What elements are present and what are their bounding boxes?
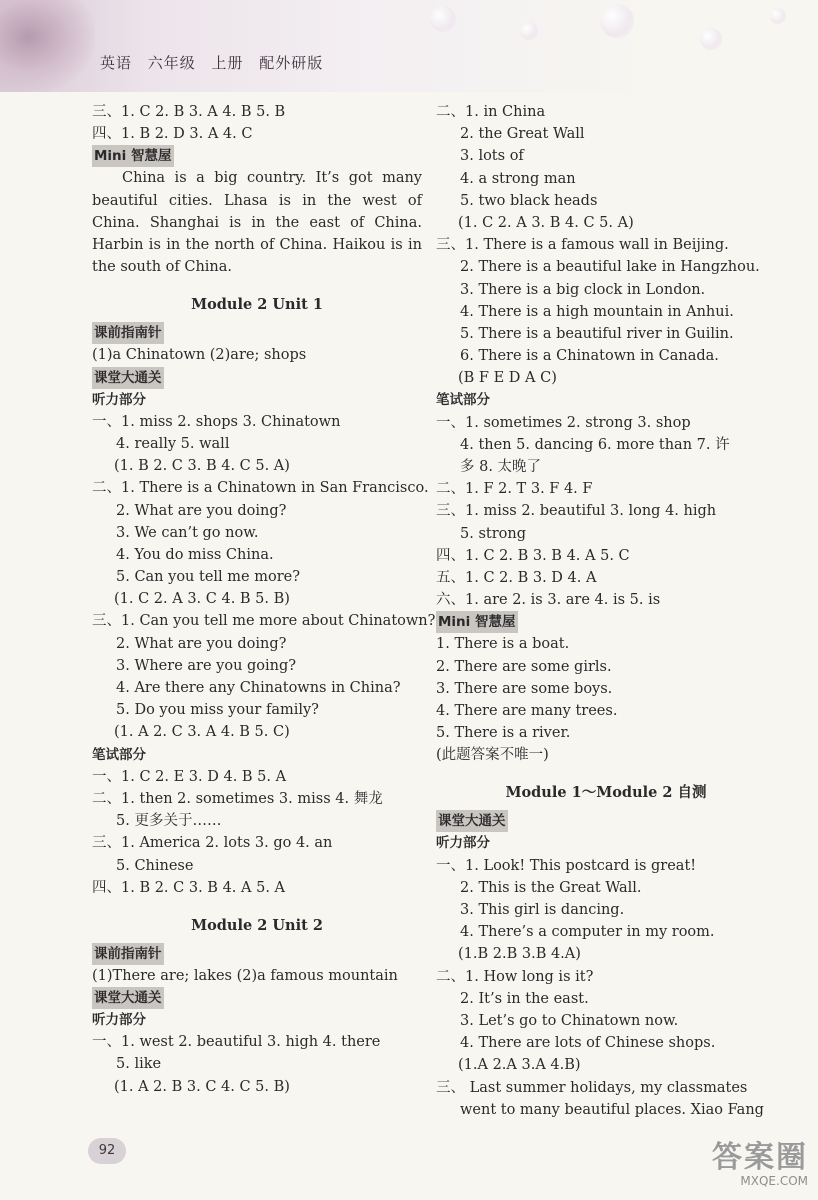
answer-line: 四、1. B 2. C 3. B 4. A 5. A xyxy=(92,879,286,896)
written-label: 笔试部分 xyxy=(92,746,146,763)
answer-line: 二、1. How long is it? xyxy=(436,968,594,985)
answer-line: (1. A 2. B 3. C 4. C 5. B) xyxy=(114,1078,290,1095)
answer-line: (1)a Chinatown (2)are; shops xyxy=(92,347,307,364)
mini-heading: Mini 智慧屋 xyxy=(92,145,174,167)
listening-label: 听力部分 xyxy=(436,835,490,852)
decor-bubble xyxy=(700,28,722,50)
answer-line: 4. You do miss China. xyxy=(116,546,274,563)
answer-line: 四、1. B 2. D 3. A 4. C xyxy=(92,126,253,143)
answer-line: 4. Are there any Chinatowns in China? xyxy=(116,680,401,697)
answer-line: 5. Can you tell me more? xyxy=(116,569,300,586)
module-title: Module 1～Module 2 自测 xyxy=(505,784,707,802)
written-answers xyxy=(436,412,776,612)
answer-line: went to many beautiful places. Xiao Fang xyxy=(460,1101,764,1118)
section-heading-kqzn: 课前指南针 xyxy=(92,943,164,965)
answer-line: (1. A 2. C 3. A 4. B 5. C) xyxy=(114,724,290,741)
answer-line: (1)There are; lakes (2)a famous mountain xyxy=(92,967,398,984)
decor-bubble xyxy=(520,22,538,40)
answer-line: 二、1. F 2. T 3. F 4. F xyxy=(436,481,593,498)
page-number: 92 xyxy=(88,1138,126,1164)
module-title: Module 2 Unit 1 xyxy=(191,296,323,314)
answer-line: 三、1. America 2. lots 3. go 4. an xyxy=(92,835,333,852)
answer-line: 5. 更多关于…… xyxy=(116,813,222,830)
answer-line: (1.A 2.A 3.A 4.B) xyxy=(458,1057,581,1074)
answer-line: 4. There are many trees. xyxy=(436,702,618,719)
answer-line: 二、1. in China xyxy=(436,104,546,120)
answer-line: 三、1. miss 2. beautiful 3. long 4. high xyxy=(436,503,717,520)
answer-line: 3. There is a big clock in London. xyxy=(460,281,706,298)
decor-bubble xyxy=(770,8,786,24)
answer-block-top xyxy=(92,101,422,145)
answer-line: 4. then 5. dancing 6. more than 7. 许 xyxy=(460,436,730,453)
header-band xyxy=(0,0,818,92)
answer-line: 2. the Great Wall xyxy=(460,126,585,143)
answer-line: 一、1. Look! This postcard is great! xyxy=(436,857,697,874)
answer-line: 5. Chinese xyxy=(116,857,194,874)
page-header-title: 英语 六年级 上册 配外研版 xyxy=(100,54,324,72)
answer-line: (1. C 2. A 3. B 4. C 5. A) xyxy=(458,214,634,231)
answer-line: 三、1. There is a famous wall in Beijing. xyxy=(436,237,729,254)
section-heading-kqzn: 课前指南针 xyxy=(92,322,164,344)
answer-line: 5. two black heads xyxy=(460,192,598,209)
answer-line: 4. There are lots of Chinese shops. xyxy=(460,1035,716,1052)
answer-line: 多 8. 太晚了 xyxy=(460,459,542,475)
answer-line: (1.B 2.B 3.B 4.A) xyxy=(458,946,581,963)
answer-line: 4. There is a high mountain in Anhui. xyxy=(460,303,734,320)
answer-line: 一、1. miss 2. shops 3. Chinatown xyxy=(92,413,341,430)
listening-answers xyxy=(436,855,776,1121)
answer-line: 3. We can’t go now. xyxy=(116,524,259,541)
right-column xyxy=(436,101,776,1121)
section-heading-ktdtg: 课堂大通关 xyxy=(92,987,164,1009)
answer-line: 2. It’s in the east. xyxy=(460,990,589,1007)
mini-heading: Mini 智慧屋 xyxy=(436,611,518,633)
mini-paragraph: China is a big country. It’s got many beautiful cities. Lhasa is in the west of China. Shanghai is in the east of China. Harbin is in the north of China. Haikou is in the south of China. xyxy=(92,170,422,276)
answer-line: 3. Let’s go to Chinatown now. xyxy=(460,1012,679,1029)
answer-line: 五、1. C 2. B 3. D 4. A xyxy=(436,569,597,586)
answer-line: (1. B 2. C 3. B 4. C 5. A) xyxy=(114,458,290,475)
left-column xyxy=(92,101,436,1098)
decor-bubble xyxy=(430,6,456,32)
answer-line: 一、1. west 2. beautiful 3. high 4. there xyxy=(92,1034,381,1051)
answer-line: 3. lots of xyxy=(460,148,524,165)
listening-label: 听力部分 xyxy=(92,391,146,408)
watermark-site: MXQE.COM xyxy=(740,1174,808,1188)
listening-answers xyxy=(92,411,436,744)
answer-line: 5. strong xyxy=(460,525,526,542)
answer-line: 6. There is a Chinatown in Canada. xyxy=(460,348,719,365)
section-heading-ktdtg: 课堂大通关 xyxy=(436,810,508,832)
answer-line: 3. Where are you going? xyxy=(116,657,297,674)
answer-line: 2. There is a beautiful lake in Hangzhou. xyxy=(460,259,760,276)
written-label: 笔试部分 xyxy=(436,392,490,409)
answer-line: 4. There’s a computer in my room. xyxy=(460,924,715,941)
decor-bubble xyxy=(600,4,634,38)
answer-line: 5. like xyxy=(116,1056,162,1073)
listening-answers xyxy=(92,1031,422,1098)
answer-line: 六、1. are 2. is 3. are 4. is 5. is xyxy=(436,592,661,609)
answer-line: 2. There are some girls. xyxy=(436,658,612,675)
watermark-logo-text: 答案圈 xyxy=(712,1140,808,1175)
answer-line: (此题答案不唯一) xyxy=(436,747,549,764)
written-answers xyxy=(92,766,422,899)
answer-line: 一、1. sometimes 2. strong 3. shop xyxy=(436,414,691,431)
answer-line: (B F E D A C) xyxy=(458,370,557,387)
answer-line: 3. This girl is dancing. xyxy=(460,902,625,918)
answer-line: 2. What are you doing? xyxy=(116,635,287,652)
answer-line: 2. What are you doing? xyxy=(116,502,287,519)
listening-answers xyxy=(436,101,776,389)
watermark-logo xyxy=(690,1142,808,1190)
answer-line: 3. There are some boys. xyxy=(436,680,613,697)
answer-line: (1. C 2. A 3. C 4. B 5. B) xyxy=(114,591,290,608)
section-heading-ktdtg: 课堂大通关 xyxy=(92,367,164,389)
listening-label: 听力部分 xyxy=(92,1012,146,1029)
header-flower-decoration xyxy=(0,0,95,92)
answer-line: 二、1. then 2. sometimes 3. miss 4. 舞龙 xyxy=(92,790,383,807)
answer-line: 5. Do you miss your family? xyxy=(116,702,319,719)
answer-line: 三、1. Can you tell me more about Chinatown? xyxy=(92,613,436,630)
module-title: Module 2 Unit 2 xyxy=(191,916,323,934)
answer-line: 4. a strong man xyxy=(460,170,576,187)
answer-line: 四、1. C 2. B 3. B 4. A 5. C xyxy=(436,547,630,564)
answer-line: 二、1. There is a Chinatown in San Francisco. xyxy=(92,480,429,497)
answer-line: 1. There is a boat. xyxy=(436,636,570,653)
answer-line: 一、1. C 2. E 3. D 4. B 5. A xyxy=(92,768,287,785)
answer-line: 4. really 5. wall xyxy=(116,435,230,452)
answer-line: 三、1. C 2. B 3. A 4. B 5. B xyxy=(92,104,286,120)
mini-answers xyxy=(436,633,776,766)
answer-line: 5. There is a beautiful river in Guilin. xyxy=(460,325,734,342)
answer-line: 2. This is the Great Wall. xyxy=(460,879,642,896)
answer-line: 三、 Last summer holidays, my classmates xyxy=(436,1079,748,1096)
answer-line: 5. There is a river. xyxy=(436,725,571,742)
